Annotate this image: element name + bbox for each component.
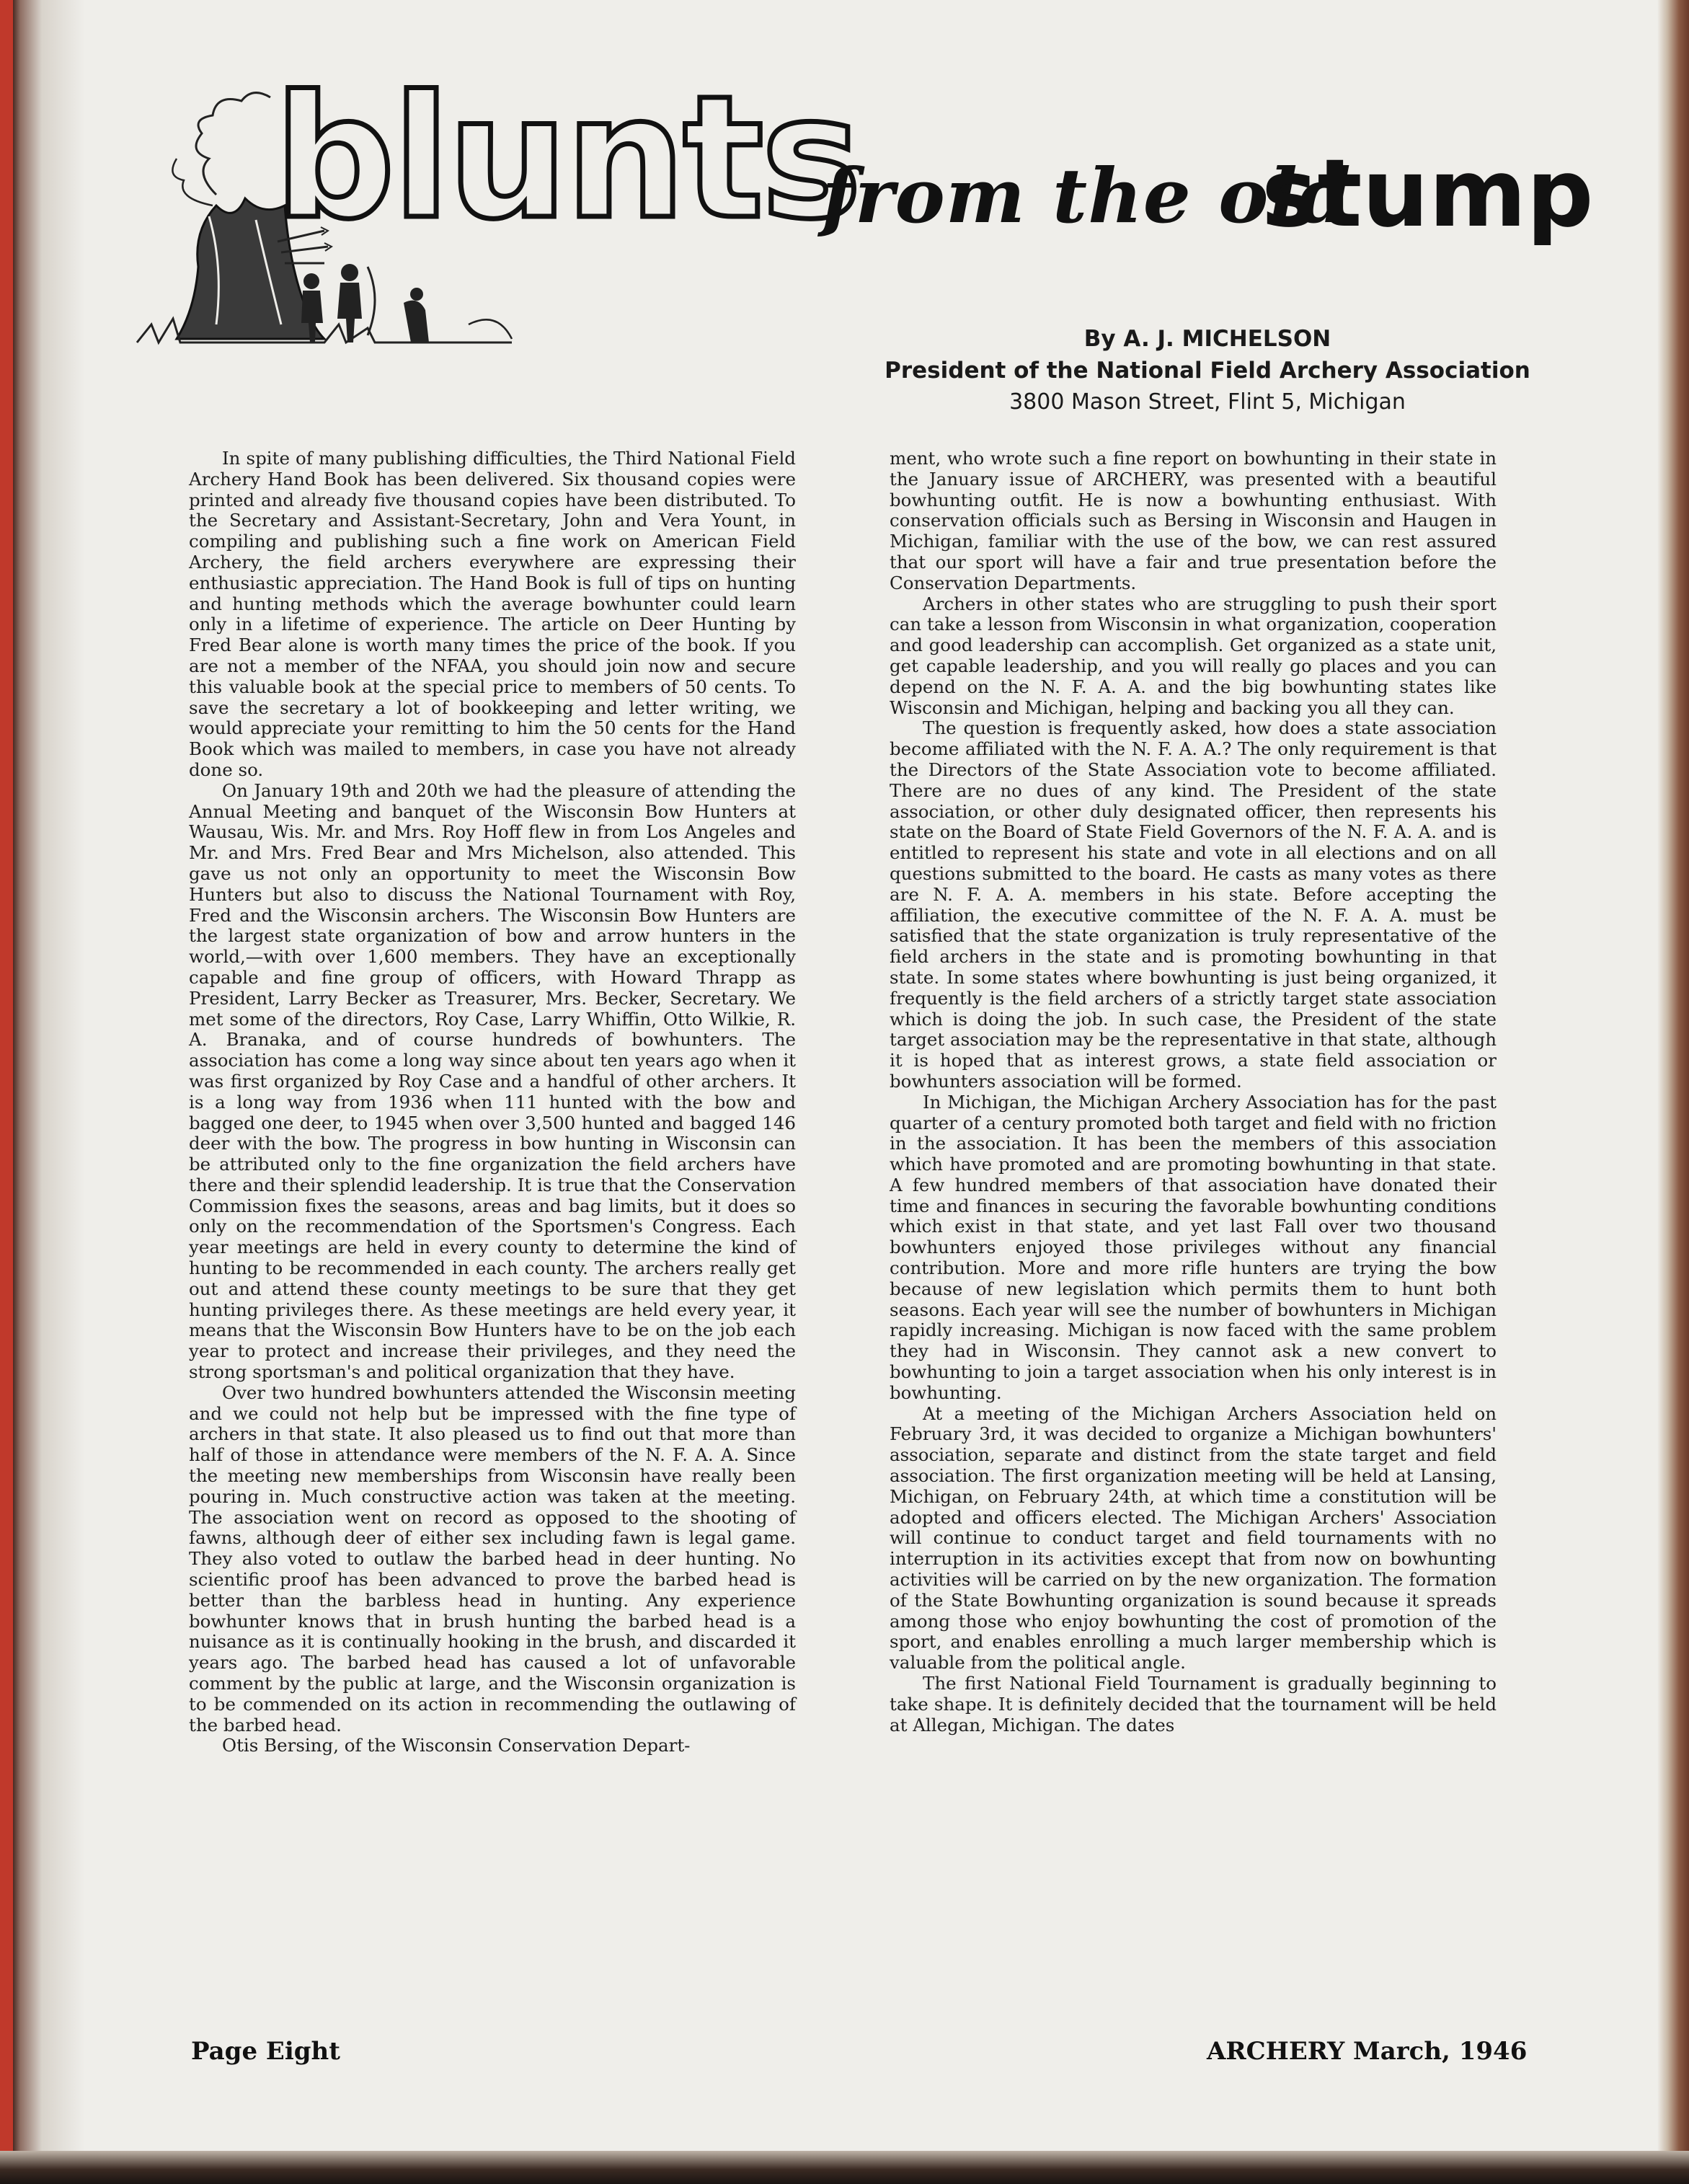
page-bottom-edge (0, 2151, 1689, 2184)
author-byline: By A. J. MICHELSON (1083, 326, 1331, 352)
byline-block (829, 323, 1586, 418)
title-blunts: blunts (274, 60, 859, 257)
paragraph: At a meeting of the Michigan Archers Association held on February 3rd, it was decided to organize a Michigan bowhunters' association, separate and distinct from the state target and field association. The first organization meeting will be held at Lansing, Michigan, on February 24th, at which time a constitution will be adopted and officers elected. The Michigan Archers' Association will continue to conduct target and field tournaments with no interruption in its activities except that from now on bowhunting activities will be carried on by the new organization. The formation of the State Bowhunting organization is sound because it spreads among those who enjoy bowhunting the cost of promotion of the sport, and enables enrolling a much larger membership which is valuable from the political angle. (890, 1402, 1497, 1674)
page-right-edge (1657, 0, 1689, 2184)
paragraph: In Michigan, the Michigan Archery Association has for the past quarter of a century promoted both target and field with no friction in the association. It has been the members of this association which have promoted and are promoting bowhunting in that state. A few hundred members of that association have donated their time and finances in securing the favorable bowhunting conditions which exist in that state, and yet last Fall over two thousand bowhunters enjoyed those privileges without any financial contribution. More and more rifle hunters are trying the bow because of new legislation which permits them to hunt both seasons. Each year will see the number of bowhunters in Michigan rapidly increasing. Michigan is now faced with the same problem they had in Wisconsin. They cannot ask a new convert to bowhunting to join a target association when his only interest is in bowhunting. (890, 1091, 1497, 1403)
article-header (108, 50, 1594, 415)
article-column-right (890, 448, 1497, 2013)
title-stump: stump (1262, 138, 1594, 248)
paragraph: Otis Bersing, of the Wisconsin Conservation Depart- (222, 1735, 691, 1756)
issue-footer: ARCHERY March, 1946 (1207, 2037, 1528, 2066)
paragraph: On January 19th and 20th we had the pleasure of attending the Annual Meeting and banquet of the Wisconsin Bow Hunters at Wausau, Wis. Mr. and Mrs. Roy Hoff flew in from Los Angeles and Mr. and Mrs. Fred Bear and Mrs Michelson, also attended. This gave us not only an opportunity to meet the Wisconsin Bow Hunters but also to discuss the National Tournament with Roy, Fred and the Wisconsin archers. The Wisconsin Bow Hunters are the largest state organization of bow and arrow hunters in the world,—with over 1,600 members. They have an exceptionally capable and fine group of officers, with Howard Thrapp as President, Larry Becker as Treasurer, Mrs. Becker, Secretary. We met some of the directors, Roy Case, Larry Whiffin, Otto Wilkie, R. A. Branaka, and of course hundreds of bowhunters. The association has come a long way since about ten years ago when it was first organized by Roy Case and a handful of other archers. It is a long way from 1936 when 111 hunted with the bow and bagged one deer, to 1945 when over 3,500 hunted and bagged 146 deer with the bow. The progress in bow hunting in Wisconsin can be attributed only to the fine organization the field archers have there and their splendid leadership. It is true that the Conservation Commission fixes the seasons, areas and bag limits, but it does so only on the recommendation of the Sportsmen's Congress. Each year meetings are held in every county to determine the kind of hunting to be recommended in each county. The archers really get out and attend these county meetings to be sure that they get hunting privileges there. As these meetings are held every year, it means that the Wisconsin Bow Hunters have to be on the job each year to protect and increase their privileges, and they need the strong sportsman's and political organization that they have. (189, 779, 796, 1383)
paragraph: Over two hundred bowhunters attended the Wisconsin meeting and we could not help but be impressed with the fine type of archers in that state. It also pleased us to find out that more than half of those in attendance were members of the N. F. A. A. Since the meeting new memberships from Wisconsin have really been pouring in. Much constructive action was taken at the meeting. The association went on record as opposed to the shooting of fawns, although deer of either sex including fawn is legal game. They also voted to outlaw the barbed head in deer hunting. No scientific proof has been advanced to prove the barbed head is better than the barbless head in hunting. Any experience bowhunter knows that in brush hunting the barbed head is a nuisance as it is continually hooking in the brush, and discarded it years ago. The barbed head has caused a lot of unfavorable comment by the public at large, and the Wisconsin organization is to be commended on its action in recommending the outlawing of the barbed head. (189, 1381, 796, 1736)
title-from-the-old: from the old (822, 151, 1352, 240)
paragraph: The question is frequently asked, how does a state association become affiliated with the N. F. A. A.? The only requirement is that the Directors of the State Association vote to become affiliated. There are no dues of any kind. The President of the state association, or other duly designated officer, then represents his state on the Board of State Field Governors of the N. F. A. A. and is entitled to represent his state and vote in all elections and on all questions submitted to the board. He casts as many votes as there are N. F. A. A. members in his state. Before accepting the affiliation, the executive committee of the N. F. A. A. must be satisfied that the state organization is truly representative of the field archers in the state and is promoting bowhunting in that state. In some states where bowhunting is just being organized, it frequently is the field archers of a strictly target state association which is doing the job. In such case, the President of the state target association may be the representative in that state, although it is hoped that as interest grows, a state field association or bowhunters association will be formed. (890, 717, 1497, 1092)
author-address: 3800 Mason Street, Flint 5, Michigan (1009, 389, 1406, 415)
paragraph: ment, who wrote such a fine report on bowhunting in their state in the January issue of ARCHERY, was presented with a beautiful bowhunting outfit. He is now a bowhunting enthusiast. With conservation officials such as Bersing in Wisconsin and Haugen in Michigan, familiar with the use of the bow, we can rest assured that our sport will have a fair and true presentation before the Conservation Departments. (890, 448, 1497, 593)
author-position: President of the National Field Archery Association (885, 358, 1530, 384)
binding-edge (0, 0, 13, 2184)
binding-shadow (13, 0, 85, 2184)
paragraph: Archers in other states who are struggling to push their sport can take a lesson from Wisconsin in what organization, cooperation and good leadership can accomplish. Get organized as a state unit, get capable leadership, and you will really go places and you can depend on the N. F. A. A. and the big bowhunting states like Wisconsin and Michigan, helping and backing you all they can. (890, 593, 1497, 718)
paragraph: In spite of many publishing difficulties, the Third National Field Archery Hand Book has been delivered. Six thousand copies were printed and already five thousand copies have been distributed. To the Secretary and Assistant-Secretary, John and Vera Yount, in compiling and publishing such a fine work on American Field Archery, the field archers everywhere are expressing their enthusiastic appreciation. The Hand Book is full of tips on hunting and hunting methods which the average bowhunter could learn only in a lifetime of experience. The article on Deer Hunting by Fred Bear alone is worth many times the price of the book. If you are not a member of the NFAA, you should join now and secure this valuable book at the special price to members of 50 cents. To save the secretary a lot of bookkeeping and letter writing, we would appreciate your remitting to him the 50 cents for the Hand Book which was mailed to members, in case you have not already done so. (189, 448, 796, 780)
stump-illustration (108, 50, 859, 353)
paragraph: The first National Field Tournament is gradually beginning to take shape. It is definitely decided that the tournament will be held at Allegan, Michigan. The dates (890, 1673, 1497, 1736)
article-column-left (189, 448, 796, 2013)
page-number: Page Eight (191, 2037, 340, 2066)
